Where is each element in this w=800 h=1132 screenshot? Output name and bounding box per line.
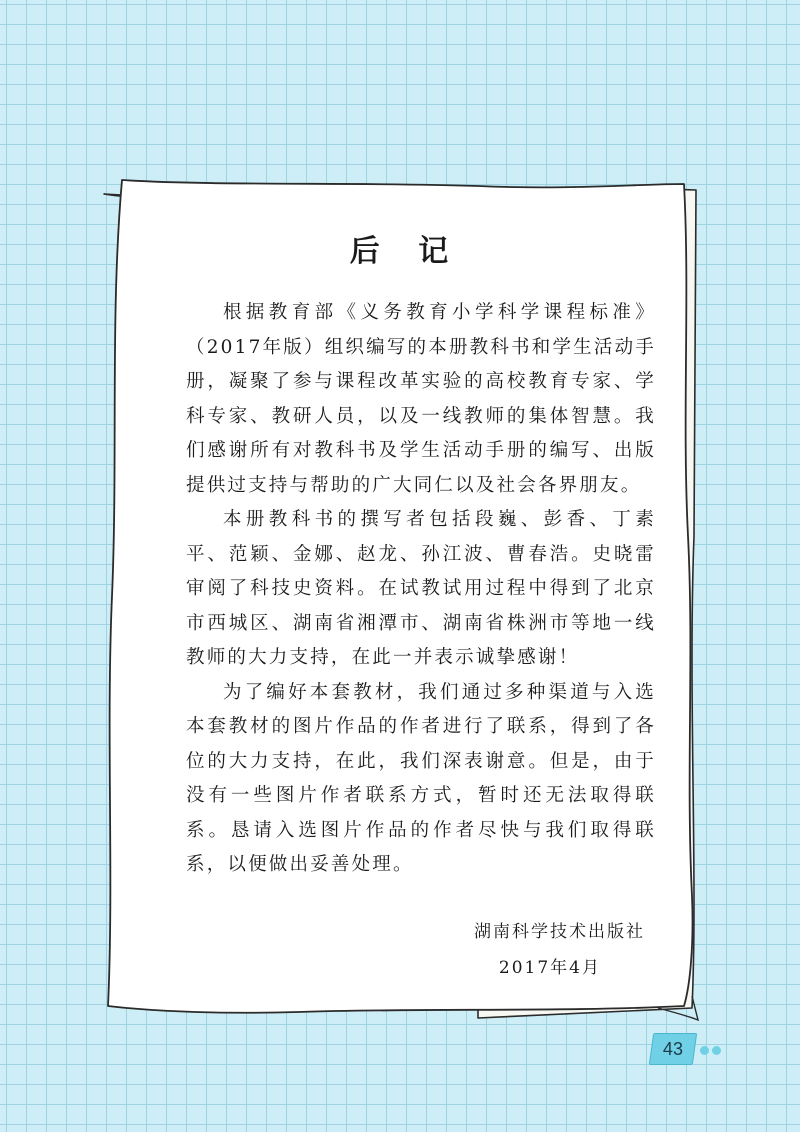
page-title: 后 记 (349, 234, 463, 269)
decorative-dot (712, 1046, 721, 1055)
decorative-dot (700, 1046, 709, 1055)
page-number: 43 (662, 1038, 684, 1059)
paper-sheet (98, 176, 700, 1022)
publish-date: 2017年4月 (498, 958, 601, 978)
paragraph-2: 本册教科书的撰写者包括段巍、彭香、丁素平、范颖、金娜、赵龙、孙江波、曹春浩。史晓雷审阅了科技史资料。在试教试用过程中得到了北京市西城区、湖南省湘潭市、湖南省株洲市等地一线教师的大力支持，在此一并表示诚挚感谢！ (186, 509, 656, 668)
afterword-body (186, 296, 656, 883)
paragraph-1: 根据教育部《义务教育小学科学课程标准》（2017年版）组织编写的本册教科书和学生活动手册，凝聚了参与课程改革实验的高校教育专家、学科专家、教研人员，以及一线教师的集体智慧。我们感谢所有对教科书及学生活动手册的编写、出版提供过支持与帮助的广大同仁以及社会各界朋友。 (186, 302, 656, 496)
afterword-content (98, 176, 700, 1022)
publisher-name: 湖南科学技术出版社 (474, 922, 645, 942)
signature-block (398, 914, 645, 986)
paragraph-3: 为了编好本套教材，我们通过多种渠道与入选本套教材的图片作品的作者进行了联系，得到了各位的大力支持，在此，我们深表谢意。但是，由于没有一些图片作者联系方式，暂时还无法取得联系。恳请入选图片作品的作者尽快与我们取得联系，以便做出妥善处理。 (186, 681, 656, 875)
page-number-badge (649, 1033, 697, 1065)
